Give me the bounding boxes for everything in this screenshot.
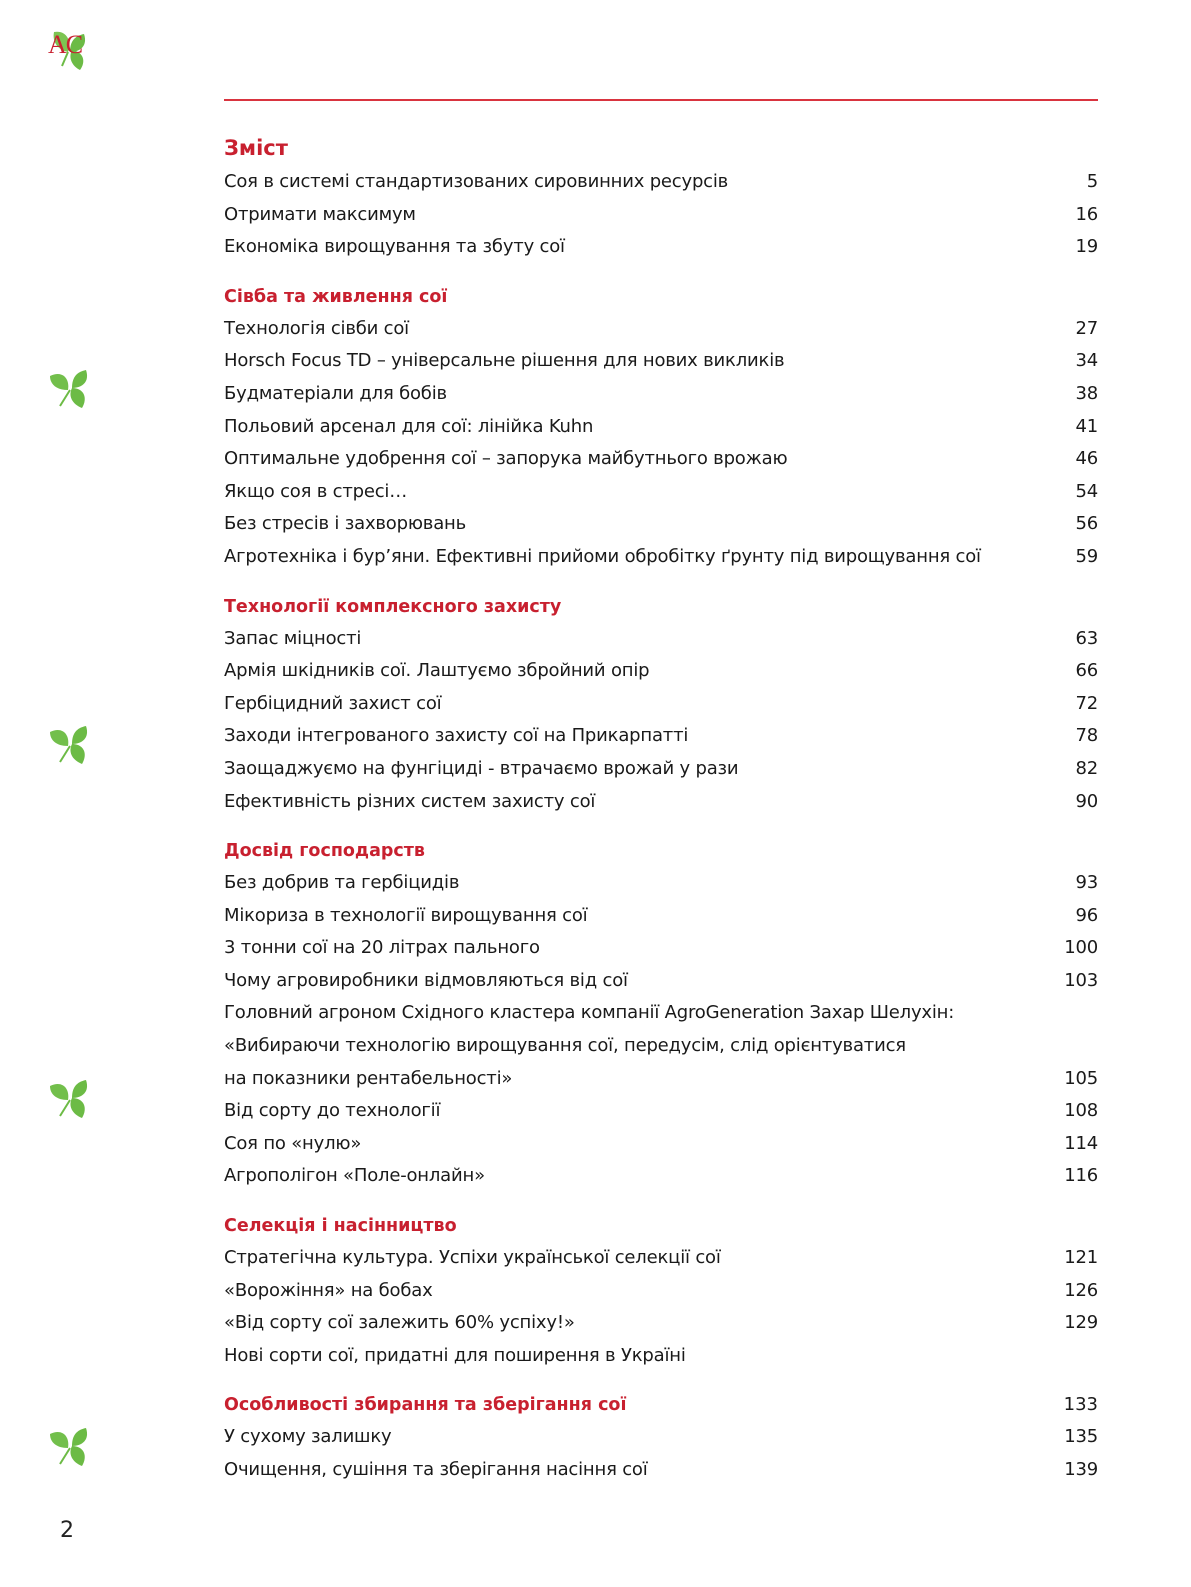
entry-page-number: 139 — [1064, 1459, 1098, 1480]
entry-page-number: 34 — [1075, 350, 1098, 372]
entry-page-number: 90 — [1075, 790, 1098, 812]
section-heading-text: Особливості збирання та зберігання сої — [224, 1395, 627, 1416]
toc-entry[interactable] — [224, 1128, 1098, 1161]
entry-page-number: 126 — [1064, 1279, 1098, 1301]
toc-entry[interactable] — [224, 867, 1098, 900]
entry-page-number: 82 — [1075, 757, 1098, 779]
toc-entry[interactable] — [224, 1095, 1098, 1128]
entry-title: «Ворожіння» на бобах — [224, 1279, 433, 1301]
entry-title: Horsch Focus TD – універсальне рішення для нових викликів — [224, 350, 785, 372]
entry-page-number: 38 — [1075, 382, 1098, 404]
section-heading-text: Технології комплексного захисту — [224, 596, 562, 617]
toc-entry[interactable] — [224, 1340, 1098, 1373]
toc-entry[interactable] — [224, 900, 1098, 933]
header-divider — [224, 99, 1098, 101]
entry-title: Будматеріали для бобів — [224, 382, 447, 404]
entry-page-number: 78 — [1075, 725, 1098, 747]
page-number: 2 — [60, 1518, 74, 1543]
leaf-icon — [46, 366, 92, 410]
toc-entry[interactable] — [224, 932, 1098, 965]
entry-page-number: 105 — [1064, 1067, 1098, 1089]
entry-title: У сухому залишку — [224, 1426, 392, 1448]
toc-entry[interactable] — [224, 231, 1098, 264]
entry-page-number: 93 — [1075, 872, 1098, 894]
entry-title: Без добрив та гербіцидів — [224, 872, 460, 894]
entry-page-number: 135 — [1064, 1426, 1098, 1448]
section-page-number: 133 — [1063, 1394, 1098, 1416]
entry-title: «Вибираючи технологію вирощування сої, передусім, слід орієнтуватися — [224, 1035, 906, 1057]
toc-entry[interactable] — [224, 1242, 1098, 1275]
toc-section — [224, 281, 1098, 574]
entry-title: Економіка вирощування та збуту сої — [224, 236, 565, 258]
entry-title: Очищення, сушіння та зберігання насіння сої — [224, 1459, 648, 1480]
entry-page-number: 96 — [1075, 904, 1098, 926]
entry-page-number: 100 — [1064, 937, 1098, 959]
toc-entry[interactable] — [224, 655, 1098, 688]
entry-title: Заходи інтегрованого захисту сої на Прикарпатті — [224, 725, 689, 747]
toc-entry[interactable] — [224, 345, 1098, 378]
section-heading[interactable] — [224, 1210, 1098, 1242]
toc-entry[interactable] — [224, 199, 1098, 232]
logo-text: AC — [48, 30, 83, 59]
entry-title: Чому агровиробники відмовляються від сої — [224, 969, 628, 991]
toc-entry[interactable] — [224, 541, 1098, 574]
toc-entry[interactable] — [224, 753, 1098, 786]
entry-page-number: 5 — [1086, 171, 1098, 192]
toc-entry[interactable] — [224, 997, 1098, 1030]
toc-entry[interactable] — [224, 720, 1098, 753]
section-heading[interactable] — [224, 1389, 1098, 1421]
toc-entry[interactable] — [224, 786, 1098, 819]
entry-page-number: 66 — [1075, 660, 1098, 682]
toc-section — [224, 166, 1098, 264]
toc-entry[interactable] — [224, 1275, 1098, 1308]
table-of-contents — [224, 130, 1098, 1487]
toc-section — [224, 591, 1098, 819]
entry-page-number: 103 — [1064, 969, 1098, 991]
entry-title: Агрополігон «Поле-онлайн» — [224, 1165, 485, 1187]
toc-entry[interactable] — [224, 623, 1098, 656]
section-heading[interactable] — [224, 591, 1098, 623]
entry-title: Соя по «нулю» — [224, 1132, 362, 1154]
entry-page-number: 116 — [1064, 1165, 1098, 1187]
entry-page-number: 46 — [1075, 448, 1098, 470]
entry-title: Гербіцидний захист сої — [224, 692, 442, 714]
entry-title: Заощаджуємо на фунгіциді - втрачаємо врожай у рази — [224, 757, 739, 779]
toc-entry[interactable] — [224, 1063, 1098, 1096]
toc-section — [224, 835, 1098, 1193]
toc-entry[interactable] — [224, 688, 1098, 721]
leaf-icon — [46, 722, 92, 766]
entry-title: Оптимальне удобрення сої – запорука майбутнього врожаю — [224, 448, 788, 470]
entry-page-number: 59 — [1075, 545, 1098, 567]
toc-entry[interactable] — [224, 1160, 1098, 1193]
entry-page-number: 27 — [1075, 317, 1098, 339]
toc-section — [224, 1210, 1098, 1372]
toc-entry[interactable] — [224, 1030, 1098, 1063]
entry-title: Отримати максимум — [224, 203, 416, 225]
toc-entry[interactable] — [224, 411, 1098, 444]
entry-title: 3 тонни сої на 20 літрах пального — [224, 937, 540, 959]
entry-page-number: 56 — [1075, 513, 1098, 535]
leaf-icon — [46, 1424, 92, 1468]
entry-title: «Від сорту сої залежить 60% успіху!» — [224, 1312, 575, 1334]
entry-title: Якщо соя в стресі… — [224, 480, 408, 502]
entry-title: Головний агроном Східного кластера компанії AgroGeneration Захар Шелухін: — [224, 1002, 955, 1024]
toc-title: Зміст — [224, 136, 288, 160]
entry-page-number: 54 — [1075, 480, 1098, 502]
entry-title: Армія шкідників сої. Лаштуємо збройний опір — [224, 660, 650, 682]
entry-title: Соя в системі стандартизованих сировинних ресурсів — [224, 171, 729, 192]
entry-page-number: 41 — [1075, 415, 1098, 437]
toc-entry[interactable] — [224, 166, 1098, 199]
leaf-icon — [46, 1076, 92, 1120]
entry-page-number: 129 — [1064, 1312, 1098, 1334]
entry-title: на показники рентабельності» — [224, 1067, 513, 1089]
toc-sections — [224, 166, 1098, 1487]
entry-title: Ефективність різних систем захисту сої — [224, 790, 596, 812]
entry-page-number: 19 — [1075, 236, 1098, 258]
section-heading-text: Досвід господарств — [224, 841, 425, 862]
entry-title: Нові сорти сої, придатні для поширення в Україні — [224, 1344, 686, 1366]
entry-page-number: 63 — [1075, 627, 1098, 649]
entry-title: Без стресів і захворювань — [224, 513, 467, 535]
toc-entry[interactable] — [224, 1454, 1098, 1487]
section-heading[interactable] — [224, 835, 1098, 867]
entry-page-number: 108 — [1064, 1100, 1098, 1122]
toc-entry[interactable] — [224, 965, 1098, 998]
entry-page-number: 16 — [1075, 203, 1098, 225]
section-heading[interactable] — [224, 281, 1098, 313]
section-heading-text: Селекція і насінництво — [224, 1216, 457, 1237]
entry-title: Польовий арсенал для сої: лінійка Kuhn — [224, 415, 594, 437]
section-heading-text: Сівба та живлення сої — [224, 286, 448, 307]
toc-entry[interactable] — [224, 476, 1098, 509]
toc-section — [224, 1389, 1098, 1486]
entry-title: Технологія сівби сої — [224, 317, 409, 339]
toc-entry[interactable] — [224, 443, 1098, 476]
toc-entry[interactable] — [224, 313, 1098, 346]
entry-page-number: 72 — [1075, 692, 1098, 714]
toc-entry[interactable] — [224, 508, 1098, 541]
toc-entry[interactable] — [224, 378, 1098, 411]
entry-page-number: 121 — [1064, 1247, 1098, 1269]
entry-title: Від сорту до технології — [224, 1100, 441, 1122]
entry-title: Мікориза в технології вирощування сої — [224, 904, 588, 926]
entry-title: Стратегічна культура. Успіхи української селекції сої — [224, 1247, 721, 1269]
entry-page-number: 114 — [1064, 1132, 1098, 1154]
entry-title: Агротехніка і бур’яни. Ефективні прийоми обробітку ґрунту під вирощування сої — [224, 545, 981, 567]
toc-entry[interactable] — [224, 1421, 1098, 1454]
entry-title: Запас міцності — [224, 627, 362, 649]
ac-logo — [44, 26, 94, 72]
toc-entry[interactable] — [224, 1307, 1098, 1340]
